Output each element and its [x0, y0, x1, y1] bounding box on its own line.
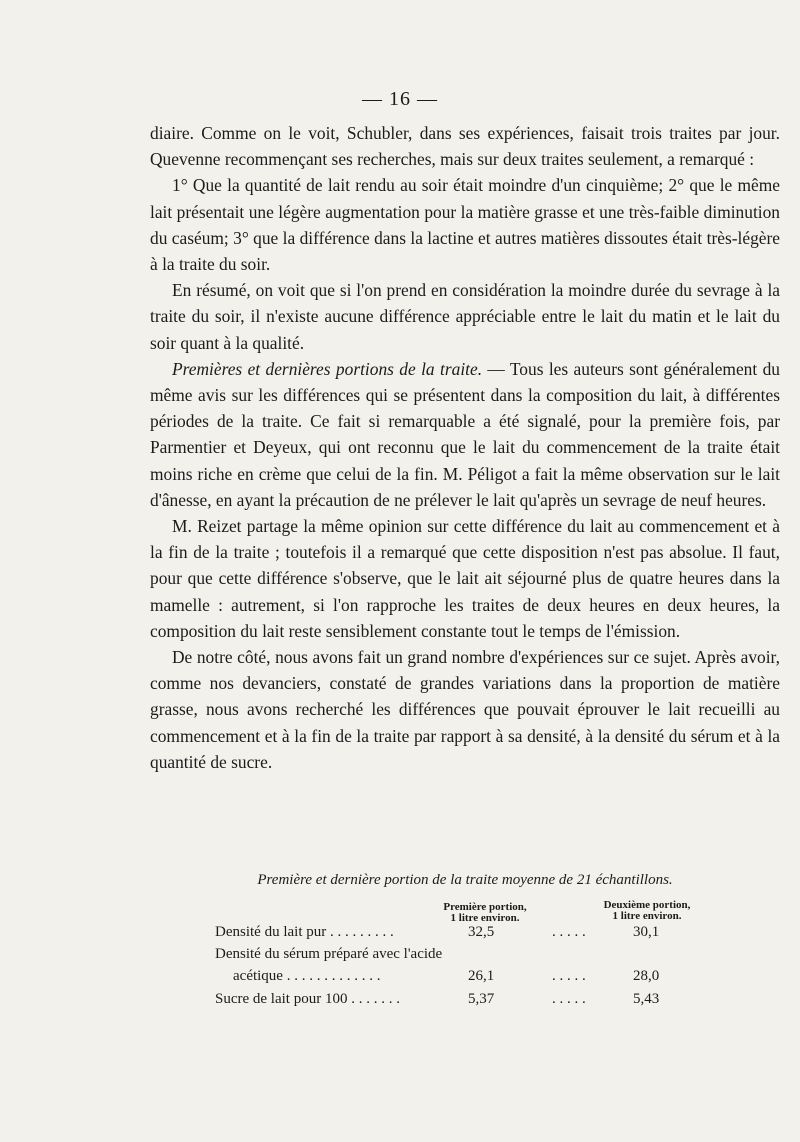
- table-row: [233, 968, 380, 985]
- section-paragraph: [150, 356, 780, 513]
- paragraph: diaire. Comme on le voit, Schubler, dans ses expériences, faisait trois traites par jour. Quevenne recommençant ses recherches, mais sur deux traites seulement, a remarqué :: [150, 123, 780, 170]
- column-header-line: 1 litre environ.: [612, 910, 682, 922]
- row-value-second: 30,1: [633, 924, 660, 940]
- row-leader-dots: . . . . .: [552, 924, 586, 940]
- section-heading: Premières et dernières portions de la traite.: [172, 358, 483, 379]
- row-label: Densité du lait pur . . . . . . . . .: [215, 924, 394, 940]
- column-header-first: [425, 902, 545, 924]
- row-value-second: 5,43: [633, 991, 660, 1007]
- table-row: [215, 946, 442, 963]
- row-value-first: 26,1: [468, 968, 495, 984]
- row-label: acétique . . . . . . . . . . . . .: [233, 968, 381, 984]
- row-value-second: 28,0: [633, 968, 660, 984]
- paragraph: 1° Que la quantité de lait rendu au soir était moindre d'un cinquième; 2° que le même lait présentait une légère augmentation pour la matière grasse et une très-faible diminution du caséum; 3° que la différence dans la lactine et autres matières dissoutes était très-légère à la traite du soir.: [150, 175, 780, 275]
- column-header-line: Première portion,: [443, 901, 527, 913]
- paragraph: M. Reizet partage la même opinion sur cette différence du lait au commencement et à la fin de la traite ; toutefois il a remarqué que cette disposition n'est pas absolue. Il faut, pour que cette différence s'observe, que le lait ait séjourné plus de quatre heures dans la mamelle : autrement, si l'on rapproche les traites de deux heures en deux heures, la composition du lait reste sensiblement constante tout le temps de l'émission.: [150, 516, 780, 641]
- body-text: [150, 120, 780, 775]
- page-number: — 16 —: [362, 88, 438, 110]
- row-value-first: 32,5: [468, 924, 495, 940]
- row-label: Densité du sérum préparé avec l'acide: [215, 946, 443, 962]
- table-row: [215, 924, 394, 941]
- column-header-second: [587, 900, 707, 922]
- row-label: Sucre de lait pour 100 . . . . . . .: [215, 991, 400, 1007]
- table-caption: Première et dernière portion de la traite moyenne de 21 échantillons.: [257, 872, 673, 888]
- row-leader-dots: . . . . .: [552, 968, 586, 984]
- paragraph: De notre côté, nous avons fait un grand nombre d'expériences sur ce sujet. Après avoir, comme nos devanciers, constaté de grandes variations dans la proportion de matière grasse, nous avons recherché les différences que pouvait éprouver le lait recueilli au commencement et à la fin de la traite par rapport à sa densité, à la densité du sérum et à la quantité de sucre.: [150, 647, 780, 772]
- column-header-line: 1 litre environ.: [450, 912, 520, 924]
- section-text: — Tous les auteurs sont généralement du même avis sur les différences qui se présentent dans la composition du lait, à différentes périodes de la traite. Ce fait si remarquable a été signalé, pour la première fois, par Parmentier et Deyeux, qui ont reconnu que le lait du commencement de la traite était moins riche en crème que celui de la fin. M. Péligot a fait la même observation sur le lait d'ânesse, en ayant la précaution de ne prélever le lait qu'après un sevrage de neuf heures.: [150, 358, 780, 510]
- column-header-line: Deuxième portion,: [603, 899, 691, 911]
- row-value-first: 5,37: [468, 991, 495, 1007]
- row-leader-dots: . . . . .: [552, 991, 586, 1007]
- table-row: [215, 991, 400, 1008]
- paragraph: En résumé, on voit que si l'on prend en considération la moindre durée du sevrage à la traite du soir, il n'existe aucune différence appréciable entre le lait du matin et le lait du soir quant à la qualité.: [150, 280, 780, 353]
